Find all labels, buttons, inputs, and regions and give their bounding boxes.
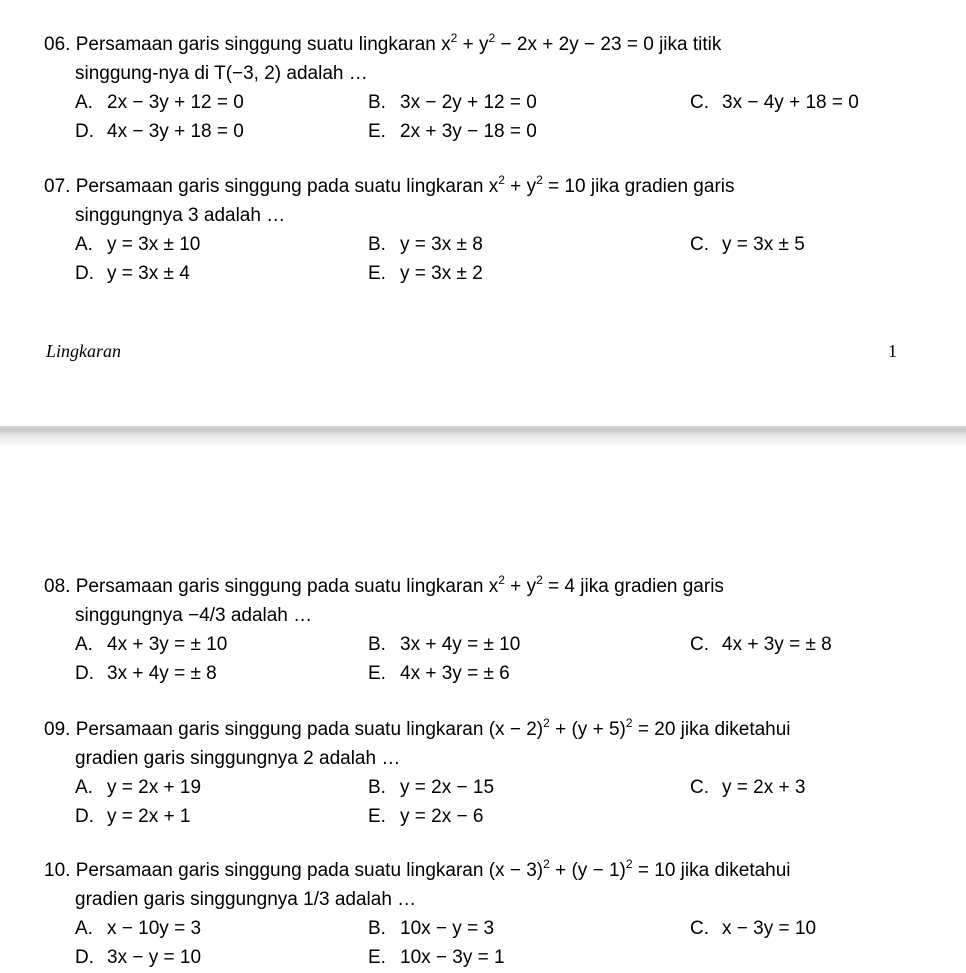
option-c[interactable]: C. y = 3x ± 5 xyxy=(690,234,805,255)
stem-line-2: singgungnya 3 adalah … xyxy=(75,205,286,226)
option-d[interactable]: D. y = 2x + 1 xyxy=(75,806,191,827)
stem-line-2: singgungnya −4/3 adalah … xyxy=(75,605,313,626)
question-stem xyxy=(44,718,791,742)
option-b[interactable]: B. 3x + 4y = ± 10 xyxy=(368,634,521,655)
stem-line-2: gradien garis singgungnya 1/3 adalah … xyxy=(75,889,417,910)
option-d[interactable]: D. 4x − 3y + 18 = 0 xyxy=(75,121,244,142)
option-b[interactable]: B. 3x − 2y + 12 = 0 xyxy=(368,92,537,113)
option-e[interactable]: E. 4x + 3y = ± 6 xyxy=(368,663,510,684)
stem-text-end: jika diketahui xyxy=(680,860,791,881)
option-a[interactable]: A. y = 2x + 19 xyxy=(75,777,202,798)
option-b[interactable]: B. y = 2x − 15 xyxy=(368,777,495,798)
option-b[interactable]: B. y = 3x ± 8 xyxy=(368,234,483,255)
option-a[interactable]: A. x − 10y = 3 xyxy=(75,918,202,939)
option-c[interactable]: C. y = 2x + 3 xyxy=(690,777,806,798)
equation: $x^2 + y^2 = 4$ xyxy=(488,573,575,597)
stem-text-end: jika diketahui xyxy=(680,719,791,740)
equation: $x^2 + y^2 - 2x + 2y - 23 = 0$ xyxy=(441,31,654,55)
equation: $x^2 + y^2 = 10$ xyxy=(488,173,586,197)
stem-text-end: jika titik xyxy=(659,34,722,55)
stem-text: Persamaan garis singgung pada suatu lingkaran xyxy=(75,719,489,740)
question-stem xyxy=(44,575,724,599)
stem-text: Persamaan garis singgung pada suatu lingkaran xyxy=(75,176,489,197)
option-a[interactable]: A. y = 3x ± 10 xyxy=(75,234,201,255)
page-separator xyxy=(0,426,966,448)
stem-line-2: gradien garis singgungnya 2 adalah … xyxy=(75,748,401,769)
option-b[interactable]: B. 10x − y = 3 xyxy=(368,918,495,939)
stem-text: Persamaan garis singgung suatu lingkaran xyxy=(75,34,442,55)
option-a[interactable]: A. 2x − 3y + 12 = 0 xyxy=(75,92,244,113)
question-stem xyxy=(44,859,791,883)
equation: $(x - 2)^2 + (y + 5)^2 = 20$ xyxy=(488,716,676,740)
option-d[interactable]: D. 3x + 4y = ± 8 xyxy=(75,663,217,684)
equation: $(x - 3)^2 + (y - 1)^2 = 10$ xyxy=(488,857,676,881)
option-e[interactable]: E. 10x − 3y = 1 xyxy=(368,947,505,968)
option-c[interactable]: C. x − 3y = 10 xyxy=(690,918,817,939)
stem-text: Persamaan garis singgung pada suatu lingkaran xyxy=(75,576,489,597)
footer-title: Lingkaran xyxy=(46,341,122,361)
option-c[interactable]: C. 3x − 4y + 18 = 0 xyxy=(690,92,859,113)
stem-line-2: singgung-nya di T(−3, 2) adalah … xyxy=(75,63,368,84)
question-number: 08. xyxy=(44,576,71,597)
option-c[interactable]: C. 4x + 3y = ± 8 xyxy=(690,634,832,655)
option-e[interactable]: E. y = 2x − 6 xyxy=(368,806,484,827)
stem-text-end: jika gradien garis xyxy=(590,176,735,197)
question-number: 07. xyxy=(44,176,71,197)
question-number: 06. xyxy=(44,34,71,55)
option-d[interactable]: D. 3x − y = 10 xyxy=(75,947,202,968)
question-number: 09. xyxy=(44,719,71,740)
option-e[interactable]: E. 2x + 3y − 18 = 0 xyxy=(368,121,537,142)
question-stem xyxy=(44,175,735,199)
stem-text-end: jika gradien garis xyxy=(580,576,724,597)
option-d[interactable]: D. y = 3x ± 4 xyxy=(75,263,190,284)
option-e[interactable]: E. y = 3x ± 2 xyxy=(368,263,483,284)
question-stem xyxy=(44,33,721,57)
stem-text: Persamaan garis singgung pada suatu lingkaran xyxy=(75,860,489,881)
page-number: 1 xyxy=(888,341,897,361)
option-a[interactable]: A. 4x + 3y = ± 10 xyxy=(75,634,228,655)
question-number: 10. xyxy=(44,860,71,881)
